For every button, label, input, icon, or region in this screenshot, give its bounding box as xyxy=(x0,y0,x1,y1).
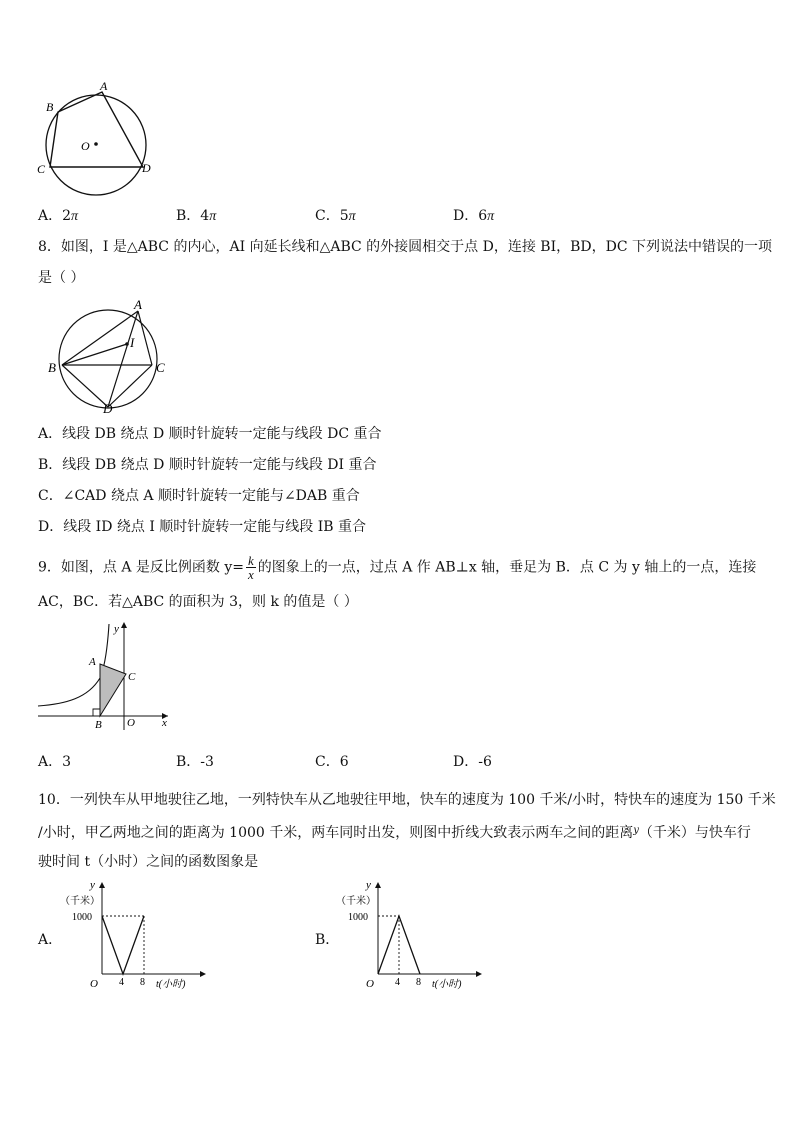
graph-y-label: y xyxy=(90,879,95,891)
pi-symbol: π xyxy=(487,209,495,224)
q7-center-dot xyxy=(94,142,98,146)
option-value: 3 xyxy=(62,754,72,770)
q7-quadrilateral xyxy=(50,92,143,167)
fraction-numerator: k xyxy=(248,553,254,568)
q9-label-x: x xyxy=(162,717,167,729)
option-letter: D． xyxy=(453,754,479,770)
q7-option-a xyxy=(38,206,78,227)
q9-stem-line1 xyxy=(38,554,756,581)
q8-label-d: D xyxy=(103,401,113,416)
graph-x-label: t(小时) xyxy=(432,979,462,990)
q8-stem-line1: 8．如图，I 是△ABC 的内心，AI 向延长线和△ABC 的外接圆相交于点 D，连接 BI，BD，DC 下列说法中错误的一项 xyxy=(38,239,772,255)
q10-stem-line1: 10．一列快车从甲地驶往乙地，一列特快车从乙地驶往甲地，快车的速度为 100 千米/小时，特快车的速度为 150 千米 xyxy=(38,792,776,808)
q9-option-d xyxy=(453,752,492,772)
graph-x-tick-4: 4 xyxy=(395,977,400,988)
q7-label-c: C xyxy=(37,162,46,176)
option-letter: B． xyxy=(176,754,201,770)
q10-option-b-letter: B． xyxy=(315,932,340,948)
q10-stem-line2 xyxy=(38,821,751,843)
q10-stem-line3: 驶时间 t（小时）之间的函数图象是 xyxy=(38,854,259,870)
q9-stem-prefix: 9．如图，点 A 是反比例函数 y= xyxy=(38,559,245,576)
q9-stem-suffix: 的图象上的一点，过点 A 作 AB⊥x 轴，垂足为 B．点 C 为 y 轴上的一点，连接 xyxy=(257,559,757,576)
q8-stem-line2: 是（ ） xyxy=(38,270,85,286)
q7-option-c xyxy=(315,206,356,227)
q9-label-b: B xyxy=(95,719,102,731)
q8-label-c: C xyxy=(156,360,165,375)
option-value: 6 xyxy=(478,208,488,224)
q7-label-b: B xyxy=(46,100,54,114)
option-letter: C． xyxy=(315,754,340,770)
q10-variable-y: y xyxy=(633,825,639,836)
option-letter: A． xyxy=(38,754,63,770)
option-letter: C． xyxy=(315,208,340,224)
pi-symbol: π xyxy=(71,209,79,224)
q7-label-a: A xyxy=(100,79,108,93)
graph-x-label: t(小时) xyxy=(156,979,186,990)
q7-figure xyxy=(30,78,160,200)
option-value: 4 xyxy=(200,208,210,224)
q9-figure xyxy=(36,620,176,732)
q8-label-a: A xyxy=(134,297,142,312)
graph-origin: O xyxy=(366,978,374,990)
q7-option-b xyxy=(176,206,216,227)
fraction-denominator: x xyxy=(248,567,254,582)
q8-label-i: I xyxy=(130,335,135,350)
option-letter: A． xyxy=(38,208,63,224)
option-value: 6 xyxy=(339,754,349,770)
q8-option-c: C．∠CAD 绕点 A 顺时针旋转一定能与∠DAB 重合 xyxy=(38,488,360,504)
option-letter: D． xyxy=(453,208,479,224)
option-value: 2 xyxy=(62,208,72,224)
pi-symbol: π xyxy=(209,209,217,224)
option-value: -6 xyxy=(478,754,492,770)
q8-option-b: B．线段 DB 绕点 D 顺时针旋转一定能与线段 DI 重合 xyxy=(38,457,377,473)
graph-y-unit: （千米） xyxy=(336,896,376,907)
q9-stem-line2: AC，BC．若△ABC 的面积为 3，则 k 的值是（ ） xyxy=(38,594,358,610)
pi-symbol: π xyxy=(348,209,356,224)
q9-option-a xyxy=(38,752,71,772)
q8-incenter-dot xyxy=(125,342,129,346)
q8-option-d: D．线段 ID 绕点 I 顺时针旋转一定能与线段 IB 重合 xyxy=(38,519,367,535)
graph-y-unit: （千米） xyxy=(60,896,100,907)
q9-triangle-abc xyxy=(100,664,126,716)
q9-option-b xyxy=(176,752,214,772)
q7-option-d xyxy=(453,206,494,227)
q9-label-y: y xyxy=(114,623,119,635)
graph-x-tick-8: 8 xyxy=(416,977,421,988)
graph-x-tick-4: 4 xyxy=(119,977,124,988)
option-value: 5 xyxy=(339,208,349,224)
q9-option-c xyxy=(315,752,349,772)
q8-label-b: B xyxy=(48,360,56,375)
option-letter: B． xyxy=(176,208,201,224)
q10-stem-line2-b: （千米）与快车行 xyxy=(638,825,751,841)
graph-y-tick: 1000 xyxy=(348,912,368,923)
q10-stem-line2-a: /小时，甲乙两地之间的距离为 1000 千米，两车同时出发，则图中折线大致表示两车之间的距离 xyxy=(38,825,634,841)
q8-option-a: A．线段 DB 绕点 D 顺时针旋转一定能与线段 DC 重合 xyxy=(38,426,382,442)
graph-y-tick: 1000 xyxy=(72,912,92,923)
q7-label-d: D xyxy=(142,161,151,175)
q10-option-a-letter: A． xyxy=(38,932,63,948)
q9-label-c: C xyxy=(128,671,136,683)
q7-label-o: O xyxy=(81,139,90,153)
q10-graph-b xyxy=(336,874,486,996)
q9-label-o: O xyxy=(127,717,135,729)
graph-origin: O xyxy=(90,978,98,990)
q9-hyperbola-curve xyxy=(38,624,109,706)
q8-figure xyxy=(44,295,179,417)
graph-y-label: y xyxy=(366,879,371,891)
option-value: -3 xyxy=(200,754,214,770)
q10-graph-a-polyline xyxy=(102,916,144,974)
q9-fraction-k-over-x xyxy=(246,554,256,581)
q8-circle xyxy=(59,310,157,408)
q9-label-a: A xyxy=(89,656,96,668)
graph-x-tick-8: 8 xyxy=(140,977,145,988)
q10-graph-a xyxy=(60,874,210,996)
